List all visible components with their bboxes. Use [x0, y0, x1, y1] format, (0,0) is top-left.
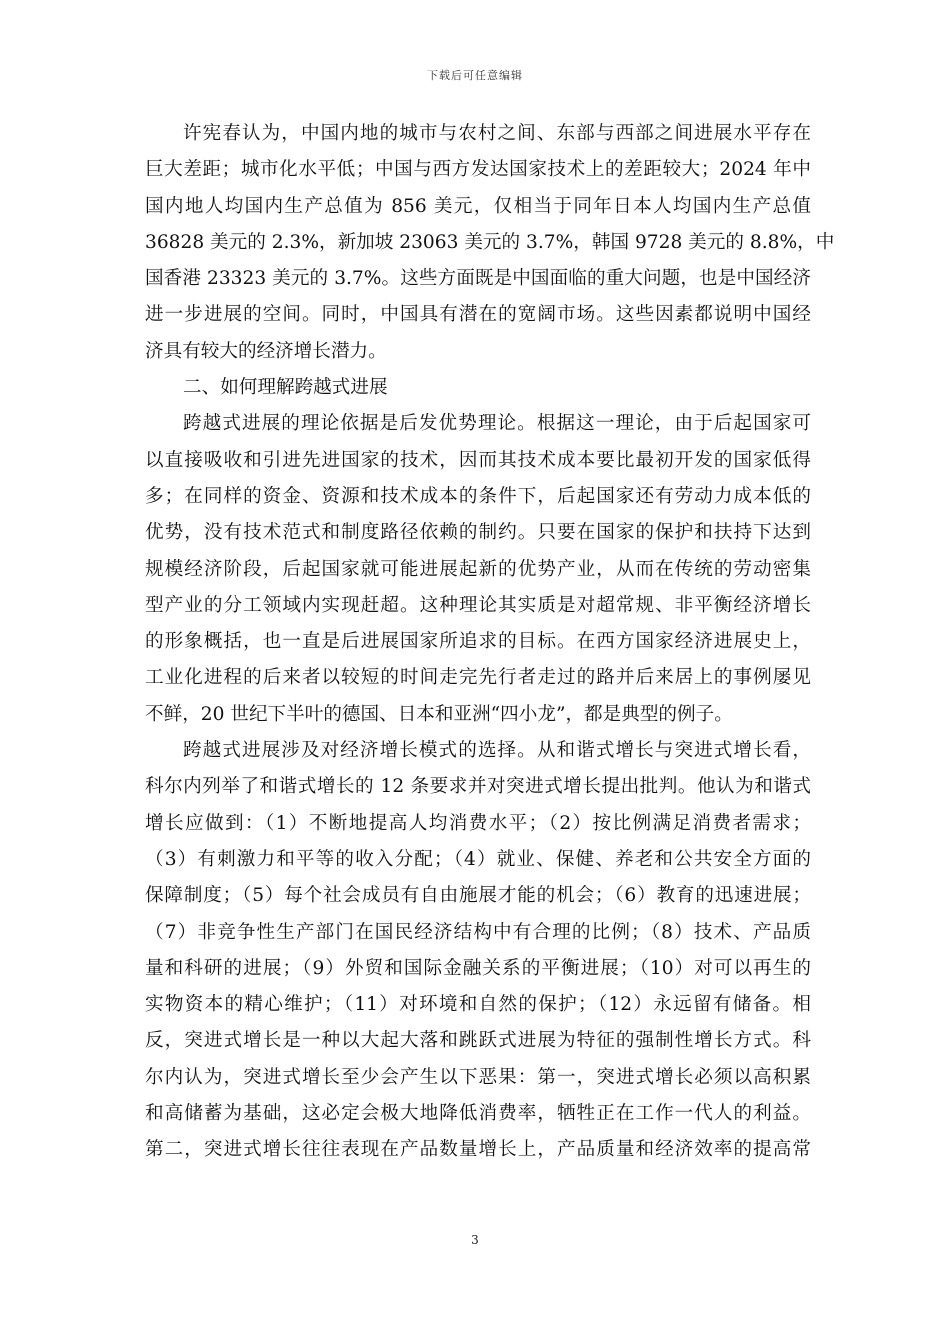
text-line: 型产业的分工领域内实现赶超。这种理论其实质是对超常规、非平衡经济增长 [145, 594, 811, 616]
text-line: 以直接吸收和引进先进国家的技术，因而其技术成本要比最初开发的国家低得 [145, 449, 811, 471]
text-line: 工业化进程的后来者以较短的时间走完先行者走过的路并后来居上的事例屡见 [145, 667, 811, 689]
text-line: 第二，突进式增长往往表现在产品数量增长上，产品质量和经济效率的提高常 [145, 1139, 811, 1161]
text-line: 36828 美元的 2.3%，新加坡 23063 美元的 3.7%，韩国 9728 美元的 8.8%，中 [145, 231, 835, 253]
text-line: 巨大差距；城市化水平低；中国与西方发达国家技术上的差距较大；2024 年中 [145, 159, 811, 181]
section-heading: 二、如何理解跨越式进展 [183, 377, 388, 399]
text-line: 量和科研的进展；（9）外贸和国际金融关系的平衡进展；（10）对可以再生的 [145, 957, 811, 979]
text-line: 保障制度；（5）每个社会成员有自由施展才能的机会；（6）教育的迅速进展； [145, 885, 811, 907]
text-line: 不鲜，20 世纪下半叶的德国、日本和亚洲“四小龙”，都是典型的例子。 [145, 703, 733, 725]
document-body [145, 116, 835, 1169]
text-line: 尔内认为，突进式增长至少会产生以下恶果：第一，突进式增长必须以高积累 [145, 1066, 811, 1088]
text-line: （7）非竞争性生产部门在国民经济结构中有合理的比例；（8）技术、产品质 [145, 921, 811, 943]
text-line: （3）有刺激力和平等的收入分配；（4）就业、保健、养老和公共安全方面的 [145, 848, 811, 870]
text-line: 实物资本的精心维护；（11）对环境和自然的保护；（12）永远留有储备。相 [145, 994, 811, 1016]
text-line: 跨越式进展的理论依据是后发优势理论。根据这一理论，由于后起国家可 [183, 413, 811, 435]
text-line: 多；在同样的资金、资源和技术成本的条件下，后起国家还有劳动力成本低的 [145, 485, 811, 507]
text-line: 反，突进式增长是一种以大起大落和跳跃式进展为特征的强制性增长方式。科 [145, 1030, 811, 1052]
text-line: 进一步进展的空间。同时，中国具有潜在的宽阔市场。这些因素都说明中国经 [145, 304, 811, 326]
page-header: 下载后可任意编辑 [427, 69, 523, 82]
text-line: 规模经济阶段，后起国家就可能进展起新的优势产业，从而在传统的劳动密集 [145, 558, 811, 580]
text-line: 跨越式进展涉及对经济增长模式的选择。从和谐式增长与突进式增长看， [183, 740, 811, 762]
text-line: 许宪春认为，中国内地的城市与农村之间、东部与西部之间进展水平存在 [183, 123, 811, 144]
text-line: 国香港 23323 美元的 3.7%。这些方面既是中国面临的重大问题，也是中国经济 [145, 268, 811, 290]
page-number: 3 [471, 1233, 479, 1247]
text-line: 优势，没有技术范式和制度路径依赖的制约。只要在国家的保护和扶持下达到 [145, 522, 811, 544]
text-line: 和高储蓄为基础，这必定会极大地降低消费率，牺牲正在工作一代人的利益。 [145, 1103, 811, 1125]
text-line: 济具有较大的经济增长潜力。 [145, 340, 387, 362]
text-line: 国内地人均国内生产总值为 856 美元，仅相当于同年日本人均国内生产总值 [145, 195, 811, 217]
text-line: 的形象概括，也一直是后进展国家所追求的目标。在西方国家经济进展史上， [145, 631, 811, 653]
text-line: 增长应做到：（1）不断地提高人均消费水平；（2）按比例满足消费者需求； [145, 812, 811, 834]
text-line: 科尔内列举了和谐式增长的 12 条要求并对突进式增长提出批判。他认为和谐式 [145, 776, 811, 798]
